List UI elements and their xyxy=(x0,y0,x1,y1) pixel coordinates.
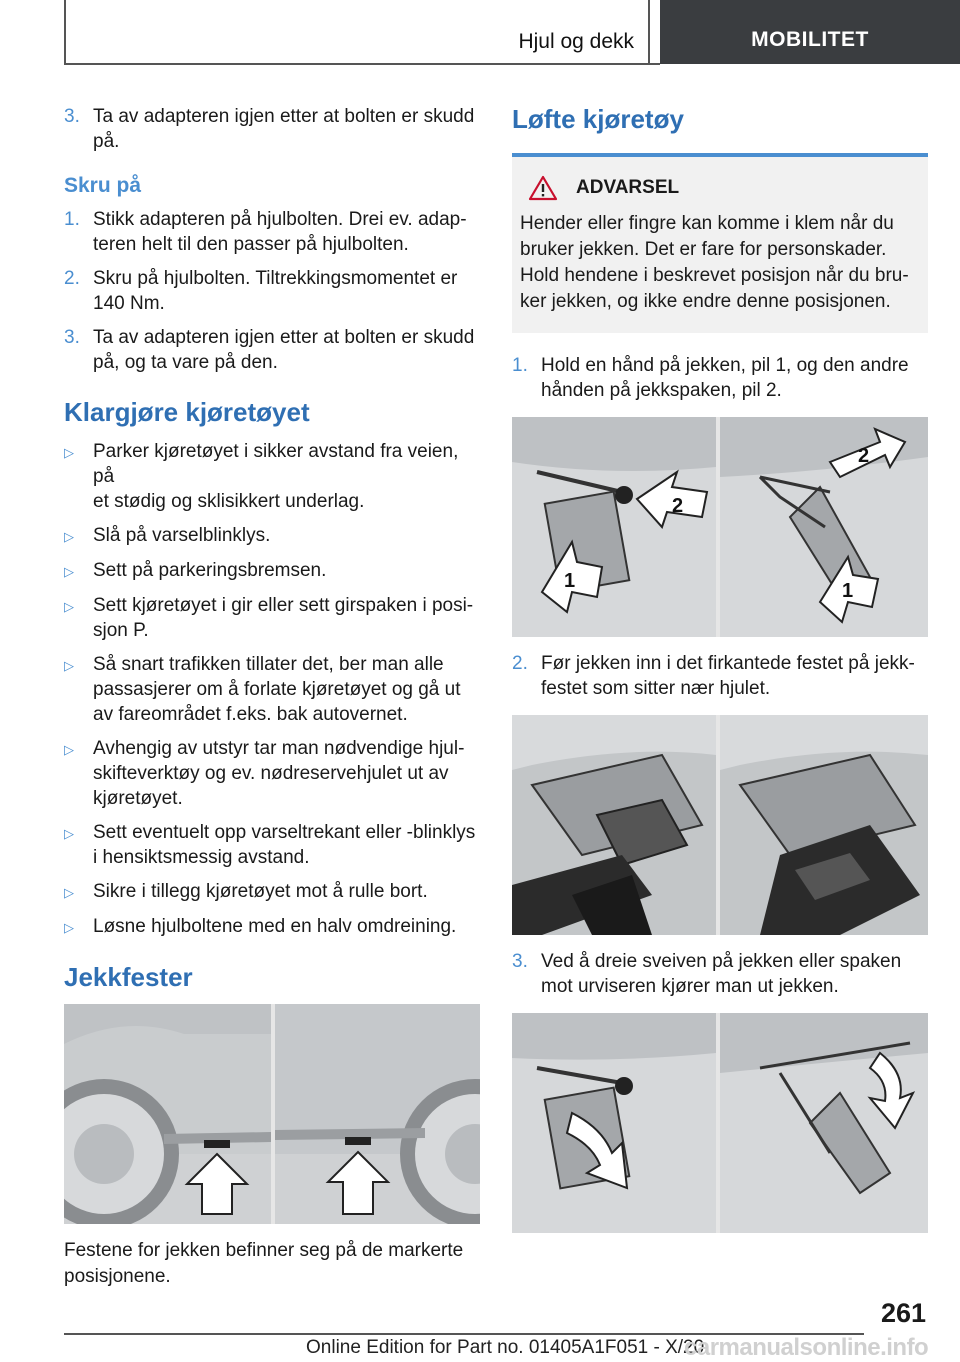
bullet-item xyxy=(64,558,480,584)
figure-panel-crank-left xyxy=(512,1013,716,1233)
bullet-item xyxy=(64,820,480,870)
triangle-bullet-icon: ▷ xyxy=(64,599,74,614)
step-number: 1. xyxy=(512,355,528,376)
arrow-label: 1 xyxy=(842,580,854,602)
list-item xyxy=(64,266,480,316)
list-item xyxy=(64,207,480,257)
triangle-bullet-icon: ▷ xyxy=(64,564,74,579)
bullet-text: Sett kjøretøyet i gir eller sett girspaken i posi- sjon P. xyxy=(93,595,474,641)
jack-hand-position-illustration xyxy=(512,417,716,637)
jack-crank-illustration xyxy=(512,1013,716,1233)
step-text: Ta av adapteren igjen etter at bolten er skudd på. xyxy=(93,106,475,152)
jack-side-illustration xyxy=(720,417,928,637)
bullet-text: Sett på parkeringsbremsen. xyxy=(93,560,327,581)
arrow-label: 2 xyxy=(672,495,684,517)
bullet-text: Løsne hjulboltene med en halv omdreining. xyxy=(93,916,457,937)
list-item xyxy=(64,325,480,375)
bullet-item xyxy=(64,523,480,549)
warning-box xyxy=(512,153,928,333)
triangle-bullet-icon: ▷ xyxy=(64,529,74,544)
list-item xyxy=(512,949,928,999)
jack-lever-illustration xyxy=(720,1013,928,1233)
step-text: Ved å dreie sveiven på jekken eller spaken mot urviseren kjører man ut jekken. xyxy=(541,951,902,997)
step-text: Ta av adapteren igjen etter at bolten er skudd på, og ta vare på den. xyxy=(93,327,475,373)
bullet-text: Sikre i tillegg kjøretøyet mot å rulle bort. xyxy=(93,881,428,902)
bullet-text: Sett eventuelt opp varseltrekant eller -blinklys i hensiktsmessig avstand. xyxy=(93,822,476,868)
figure-panel-jack-right xyxy=(720,417,928,637)
arrow-label: 2 xyxy=(858,445,870,467)
section-heading-lift: Løfte kjøretøy xyxy=(512,104,684,134)
triangle-bullet-icon: ▷ xyxy=(64,742,74,757)
list-item xyxy=(512,651,928,701)
jack-point-closeup-illustration xyxy=(512,715,716,935)
section-heading-prepare: Klargjøre kjøretøyet xyxy=(64,397,310,427)
page-number: 261 xyxy=(880,1298,926,1328)
triangle-bullet-icon: ▷ xyxy=(64,826,74,841)
figure-panel-fitting-right xyxy=(720,715,928,935)
step-text: Stikk adapteren på hjulbolten. Drei ev. adap- teren helt til den passer på hjulbolten. xyxy=(93,209,467,255)
triangle-bullet-icon: ▷ xyxy=(64,885,74,900)
bullet-text: Parker kjøretøyet i sikker avstand fra veien, på et stødig og sklisikkert underlag. xyxy=(93,441,459,512)
figure-panel-front xyxy=(64,1004,271,1224)
header-rule-bottom xyxy=(64,63,660,65)
bullet-text: Avhengig av utstyr tar man nødvendige hjul- skifteverktøy og ev. nødreservehjulet ut av kjøretøyet. xyxy=(93,738,465,809)
step-text: Før jekken inn i det firkantede festet på jekk- festet som sitter nær hjulet. xyxy=(541,653,915,699)
step-number: 1. xyxy=(64,209,80,230)
bullet-item xyxy=(64,914,480,940)
triangle-bullet-icon: ▷ xyxy=(64,658,74,673)
step-number: 3. xyxy=(64,327,80,348)
header-chapter-tab xyxy=(660,0,960,64)
step-number: 2. xyxy=(64,268,80,289)
bullet-item xyxy=(64,652,480,727)
jack-points-figure xyxy=(64,1004,480,1224)
watermark-text: carmanualsonline.info xyxy=(684,1333,929,1361)
jack-inserted-illustration xyxy=(720,715,928,935)
bullet-item xyxy=(64,593,480,643)
bullet-item xyxy=(64,879,480,905)
header-section-title: Hjul og dekk xyxy=(518,30,634,53)
bullet-text: Så snart trafikken tillater det, ber man alle passasjerer om å forlate kjøretøyet og gå ut av fareområdet f.eks. bak autovernet. xyxy=(93,654,461,725)
header-rule-left xyxy=(64,0,66,64)
bullet-text: Slå på varselblinklys. xyxy=(93,525,271,546)
step-number: 2. xyxy=(512,653,528,674)
section-heading-screw: Skru på xyxy=(64,174,142,197)
right-column xyxy=(512,104,928,1247)
step-number: 3. xyxy=(512,951,528,972)
triangle-bullet-icon: ▷ xyxy=(64,920,74,935)
warning-text: Hender eller fingre kan komme i klem når du bruker jekken. Det er fare for personskader. Hold hendene i beskrevet posisjon når du bru- ker jekken, og ikke endre denne posisjonen. xyxy=(520,213,909,312)
step-text: Skru på hjulbolten. Tiltrekkingsmomentet er 140 Nm. xyxy=(93,268,458,314)
figure-caption: Festene for jekken befinner seg på de markerte posisjonene. xyxy=(64,1240,464,1287)
list-item xyxy=(512,353,928,403)
warning-title-row xyxy=(528,175,920,201)
jack-fitting-figure xyxy=(512,715,928,935)
section-heading-jack-points: Jekkfester xyxy=(64,962,193,992)
watermark xyxy=(640,1333,960,1362)
triangle-bullet-icon: ▷ xyxy=(64,445,74,460)
car-front-illustration xyxy=(64,1004,271,1224)
header-rule-separator xyxy=(648,0,650,64)
bullet-item xyxy=(64,736,480,811)
arrow-label: 1 xyxy=(564,570,576,592)
bullet-item xyxy=(64,439,480,514)
step-text: Hold en hånd på jekken, pil 1, og den andre hånden på jekkspaken, pil 2. xyxy=(541,355,909,401)
figure-panel-crank-right xyxy=(720,1013,928,1233)
chapter-label: MOBILITET xyxy=(751,28,869,51)
step-number: 3. xyxy=(64,106,80,127)
jack-crank-figure xyxy=(512,1013,928,1233)
left-column xyxy=(64,104,480,1290)
figure-panel-fitting-left xyxy=(512,715,716,935)
warning-title: ADVARSEL xyxy=(576,177,680,198)
figure-panel-jack-left xyxy=(512,417,716,637)
jack-hold-figure xyxy=(512,417,928,637)
car-rear-illustration xyxy=(275,1004,480,1224)
figure-panel-rear xyxy=(275,1004,480,1224)
warning-triangle-icon xyxy=(528,175,558,201)
list-item xyxy=(64,104,480,154)
edition-note: Online Edition for Part no. 01405A1F051 - X/20 xyxy=(306,1337,705,1358)
